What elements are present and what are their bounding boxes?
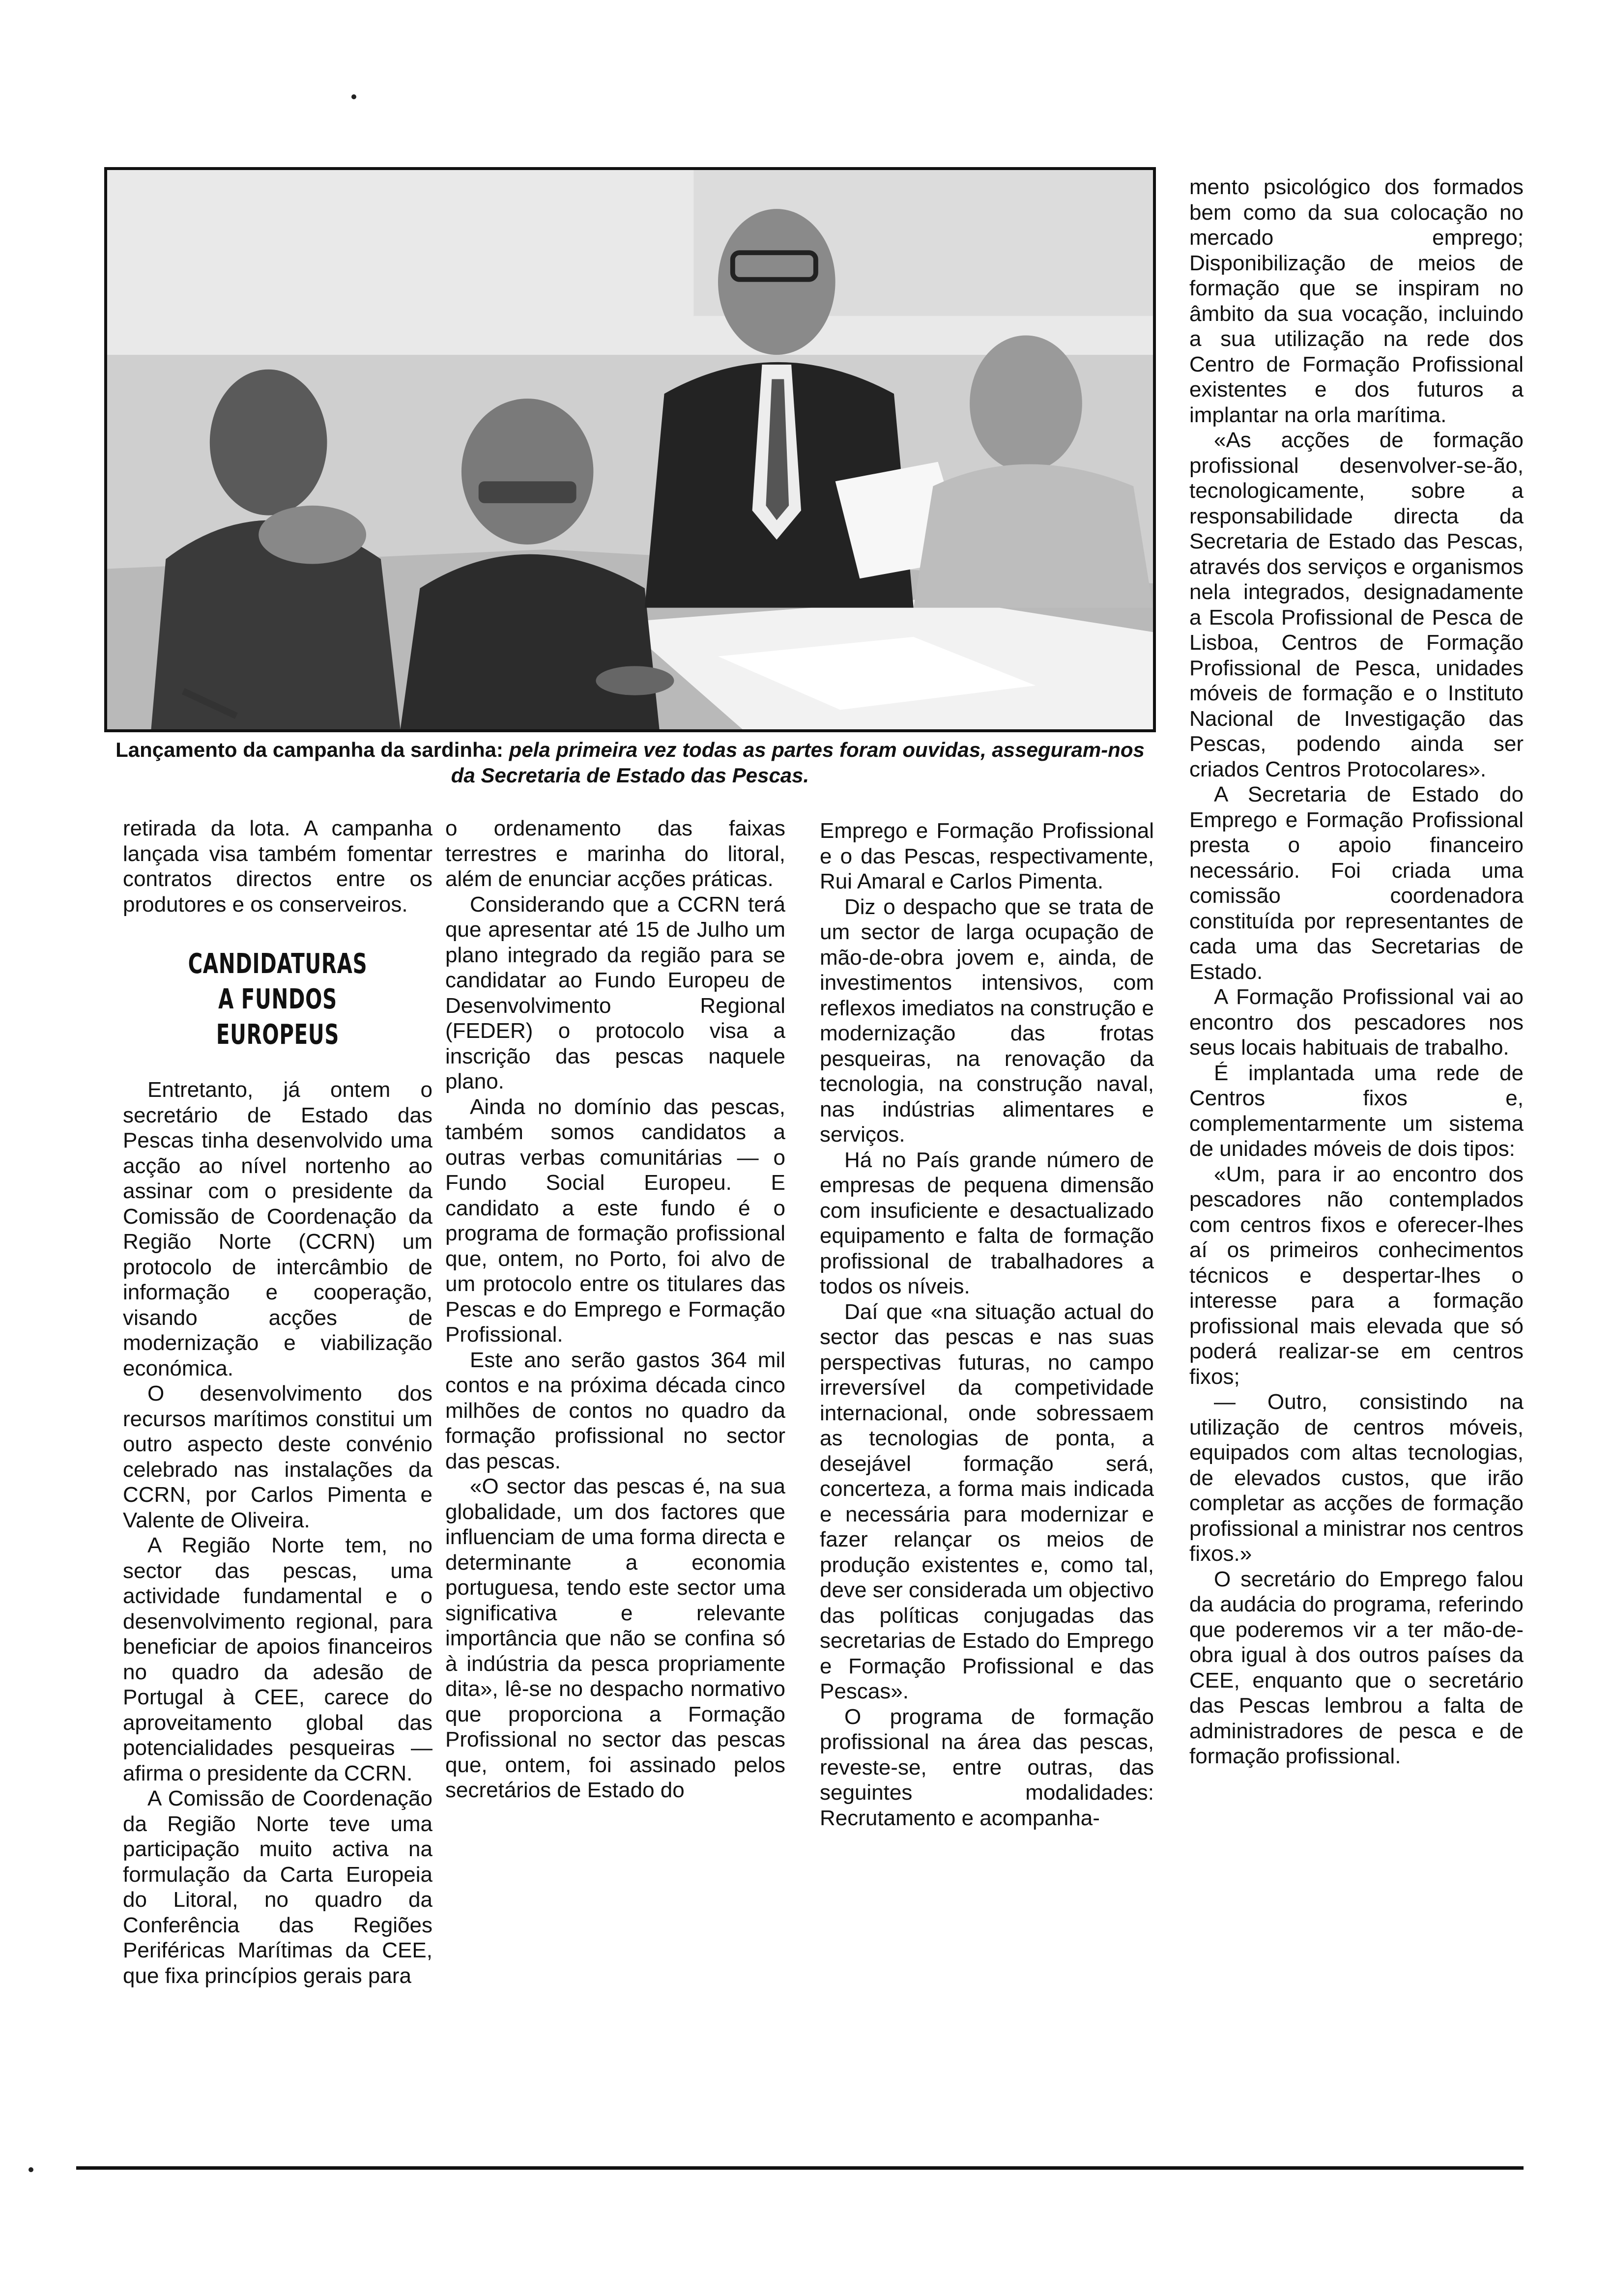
paragraph: Entretanto, já ontem o secretário de Estado das Pescas tinha desenvolvido uma acção ao nível nortenho ao assinar com o presidente da Comissão de Coordenação da Região Norte (CCRN) um protocolo de intercâmbio de informação e cooperação, visando acções de modernização e viabilização económica. bbox=[123, 1078, 432, 1380]
print-speck bbox=[351, 94, 356, 99]
paragraph: O desenvolvimento dos recursos marítimos constitui um outro aspecto deste convénio celebrado nas instalações da CCRN, por Carlos Pimenta e Valente de Oliveira. bbox=[123, 1381, 432, 1532]
print-speck bbox=[29, 2167, 33, 2172]
photo-caption bbox=[104, 737, 1156, 788]
paragraph: mento psicológico dos formados bem como da sua colocação no mercado emprego; Disponibilização de meios de formação que se inspiram no âmbito da sua vocação, incluindo a sua utilização na rede dos Centro de Formação Profissional existentes e dos futuros a implantar na orla marítima. bbox=[1189, 175, 1524, 427]
subheading-line: A FUNDOS EUROPEUS bbox=[216, 983, 340, 1051]
paragraph: A Formação Profissional vai ao encontro dos pescadores nos seus locais habituais de trabalho. bbox=[1189, 985, 1524, 1060]
paragraph: Daí que «na situação actual do sector das pescas e nas suas perspectivas futuras, no campo irreversível da competividade internacional, onde sobressaem as tecnologias de ponta, a desejável formação será, concerteza, a forma mais indicada e necessária para modernizar e fazer relançar os meios de produção existentes e, como tal, deve ser considerada um objectivo das políticas conjugadas das secretarias de Estado do Emprego e Formação Profissional e das Pescas». bbox=[820, 1299, 1154, 1703]
paragraph: É implantada uma rede de Centros fixos e, complementarmente um sistema de unidades móveis de dois tipos: bbox=[1189, 1061, 1524, 1161]
paragraph: O secretário do Emprego falou da audácia do programa, referindo que poderemos vir a ter mão-de-obra igual à dos outros países da CEE, enquanto que o secretário das Pescas lembrou a falta de administradores de pesca e de formação profissional. bbox=[1189, 1567, 1524, 1768]
article-column-3 bbox=[820, 818, 1154, 1831]
article-column-1 bbox=[123, 816, 432, 1988]
paragraph: Emprego e Formação Profissional e o das Pescas, respectivamente, Rui Amaral e Carlos Pimenta. bbox=[820, 819, 1154, 893]
subheading-line: CANDIDATURAS bbox=[188, 948, 368, 980]
paragraph: retirada da lota. A campanha lançada visa também fomentar contratos directos entre os produtores e os conserveiros. bbox=[123, 816, 432, 917]
paragraph: A Comissão de Coordenação da Região Norte teve uma participação muito activa na formulação da Carta Europeia do Litoral, no quadro da Conferência das Regiões Periféricas Marítimas da CEE, que fixa princípios gerais para bbox=[123, 1786, 432, 1988]
paragraph: «As acções de formação profissional desenvolver-se-ão, tecnologicamente, sobre a responsabilidade directa da Secretaria de Estado das Pescas, através dos serviços e organismos nela integrados, designadamente a Escola Profissional de Pesca de Lisboa, Centros de Formação Profissional de Pesca, unidades móveis de formação e o Instituto Nacional de Investigação das Pescas, podendo ainda ser criados Centros Protocolares». bbox=[1189, 428, 1524, 781]
section-subheading bbox=[166, 947, 389, 1053]
paragraph: Há no País grande número de empresas de pequena dimensão com insuficiente e desactualizado equipamento e falta de formação profissional de trabalhadores a todos os níveis. bbox=[820, 1148, 1154, 1298]
bottom-rule bbox=[76, 2166, 1524, 2170]
paragraph: O programa de formação profissional na área das pescas, reveste-se, entre outras, das seguintes modalidades: Recrutamento e acompanha- bbox=[820, 1704, 1154, 1830]
paragraph: Diz o despacho que se trata de um sector de larga ocupação de mão-de-obra jovem e, ainda, de investimentos intensivos, com reflexos imediatos na construção e modernização das frotas pesqueiras, na renovação da tecnologia, na construção naval, nas indústrias alimentares e serviços. bbox=[820, 894, 1154, 1147]
paragraph: o ordenamento das faixas terrestres e marinha do litoral, além de enunciar acções práticas. bbox=[445, 816, 785, 891]
meeting-photo-icon bbox=[107, 170, 1153, 729]
paragraph: A Secretaria de Estado do Emprego e Formação Profissional presta o apoio financeiro necessário. Foi criada uma comissão coordenadora constituída por representantes de cada uma das Secretarias de Estado. bbox=[1189, 782, 1524, 984]
paragraph: Considerando que a CCRN terá que apresentar até 15 de Julho um plano integrado da região para se candidatar ao Fundo Europeu de Desenvolvimento Regional (FEDER) o protocolo visa a inscrição das pescas naquele plano. bbox=[445, 892, 785, 1093]
article-photo bbox=[104, 167, 1156, 732]
paragraph: A Região Norte tem, no sector das pescas, uma actividade fundamental e o desenvolvimento regional, para beneficiar de apoios financeiros no quadro da adesão de Portugal à CEE, carece do aproveitamento global das potencialidades pesqueiras — afirma o presidente da CCRN. bbox=[123, 1533, 432, 1785]
paragraph: Este ano serão gastos 364 mil contos e na próxima década cinco milhões de contos no quadro da formação profissional no sector das pescas. bbox=[445, 1348, 785, 1473]
paragraph: Ainda no domínio das pescas, também somos candidatos a outras verbas comunitárias — o Fundo Social Europeu. E candidato a este fundo é o programa de formação profissional que, ontem, no Porto, foi alvo de um protocolo entre os titulares das Pescas e do Emprego e Formação Profissional. bbox=[445, 1094, 785, 1347]
paragraph: «Um, para ir ao encontro dos pescadores não contemplados com centros fixos e oferecer-lhes aí os primeiros conhecimentos técnicos e despertar-lhes o interesse para a formação profissional mais elevada que só poderá realizar-se em centros fixos; bbox=[1189, 1162, 1524, 1389]
article-column-2 bbox=[445, 816, 785, 1803]
paragraph: «O sector das pescas é, na sua globalidade, um dos factores que influenciam de uma forma directa e determinante a economia portuguesa, tendo este sector uma significativa e relevante importância que não se confina só à indústria da pesca propriamente dita», lê-se no despacho normativo que proporciona a Formação Profissional no sector das pescas que, ontem, foi assinado pelos secretários de Estado do bbox=[445, 1474, 785, 1802]
article-column-4 bbox=[1189, 174, 1524, 1769]
paragraph: — Outro, consistindo na utilização de centros móveis, equipados com altas tecnologias, de elevados custos, que irão completar as acções de formação profissional a ministrar nos centros fixos.» bbox=[1189, 1390, 1524, 1566]
caption-lead: Lançamento da campanha da sardinha: bbox=[115, 738, 504, 761]
caption-text: pela primeira vez todas as partes foram ouvidas, asseguram-nos da Secretaria de Estado das Pescas. bbox=[451, 738, 1145, 787]
